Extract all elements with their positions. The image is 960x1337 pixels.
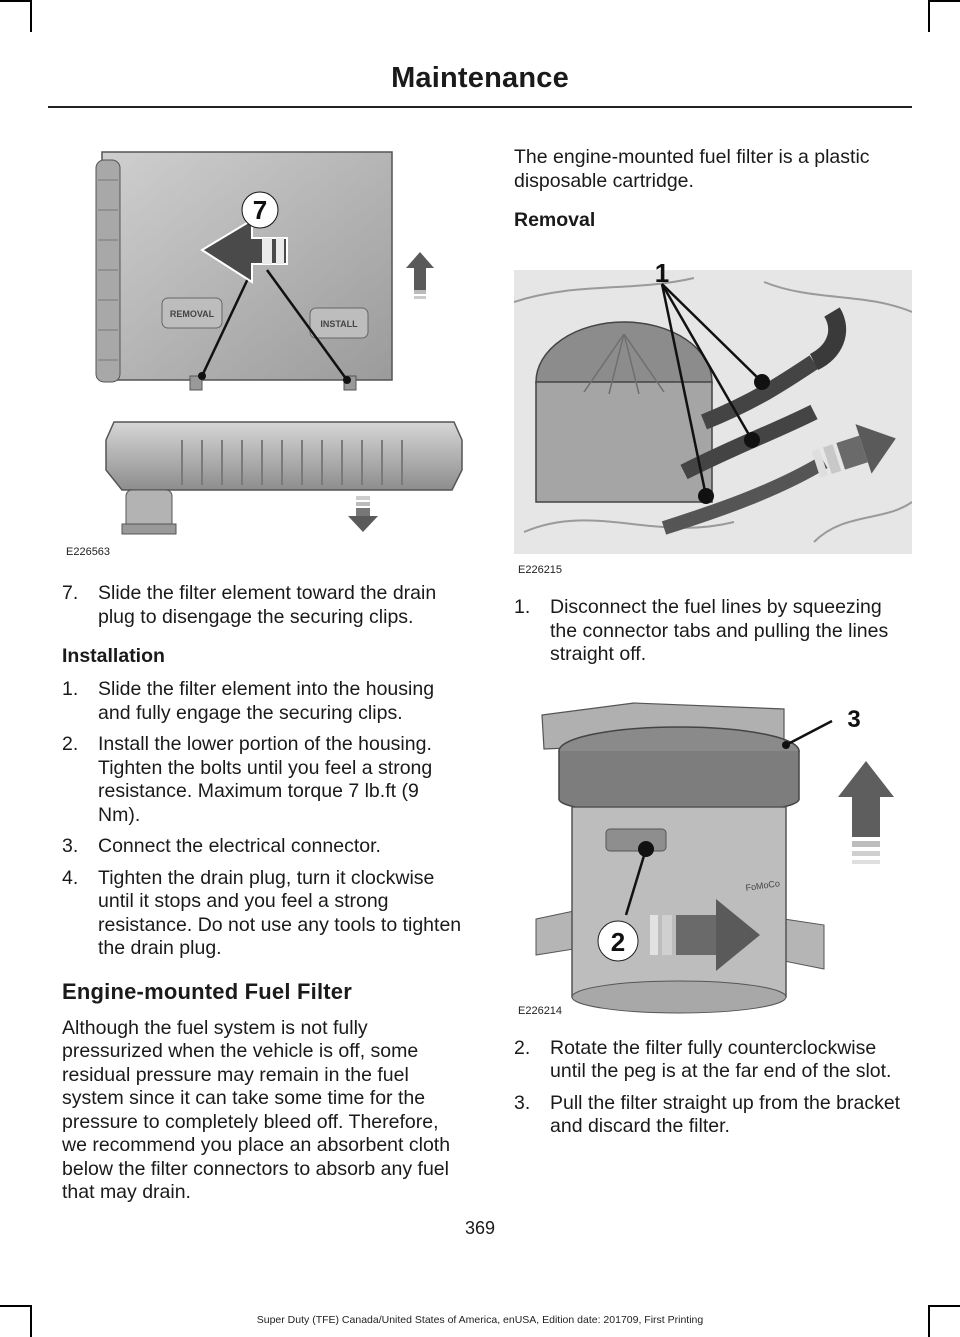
step-number: 1. [514,596,531,618]
callout-3: 3 [847,705,861,733]
filter-rotate-figure [514,679,912,1019]
step-text: Install the lower portion of the housing. Tighten the bolts until you feel a strong resistance. Maximum torque 7 lb.ft (9 Nm). [98,733,433,826]
figure-code: E226563 [66,546,111,558]
filter-housing-illustration [62,140,474,560]
filter-rotate-illustration [514,679,912,1019]
section-heading: Engine-mounted Fuel Filter [62,978,352,1004]
crop-mark [928,0,960,2]
list-item [62,678,462,725]
crop-mark [0,0,32,2]
step-text: Connect the electrical connector. [98,835,381,857]
step-text: Slide the filter element into the housing and fully engage the securing clips. [98,678,435,724]
step-number: 2. [62,733,79,755]
step-text: Slide the filter element toward the drain plug to disengage the securing clips. [98,582,437,628]
callout-1: 1 [654,258,670,288]
callout-7: 7 [252,195,268,225]
installation-steps [62,678,462,961]
figure-code: E226214 [518,1004,563,1017]
step-number: 3. [514,1091,531,1114]
install-label: INSTALL [320,319,358,329]
callout-2: 2 [610,926,626,957]
left-column [62,140,462,1205]
right-column [514,140,914,1147]
figure-code: E226215 [518,564,563,576]
step-number: 7. [62,582,79,604]
fuel-lines-illustration [514,242,912,578]
filter-housing-figure [62,140,474,560]
list-item [62,733,462,827]
step-text: Tighten the drain plug, turn it clockwise until it stops and you feel a strong resistance. Do not use any tools to tighten the drain plug. [98,866,462,959]
list-item [62,835,462,859]
header-divider [48,106,912,108]
footer-text: Super Duty (TFE) Canada/United States of America, enUSA, Edition date: 201709, First Printing [256,1314,704,1326]
step-number: 4. [62,866,79,889]
list-item [62,867,462,961]
fomoco-label: FoMoCo [744,877,781,893]
crop-mark [30,0,32,32]
list-item [514,1037,914,1084]
removal-label: REMOVAL [169,309,215,319]
step-number: 1. [62,678,79,700]
step-text: Disconnect the fuel lines by squeezing the connector tabs and pulling the lines straight off. [550,596,889,665]
intro-paragraph: The engine-mounted fuel filter is a plastic disposable cartridge. [514,146,870,192]
removal-steps [514,1037,914,1139]
step-number: 3. [62,835,79,857]
list-item [62,582,462,629]
section-paragraph: Although the fuel system is not fully pressurized when the vehicle is off, some residual pressure may remain in the fuel system since it can take some time for the pressure to completely bleed off. Therefore, we recommend you place an absorbent cloth below the filter connectors to absorb any fuel that may drain. [62,1016,451,1203]
step-text: Rotate the filter fully counterclockwise until the peg is at the far end of the slot. [550,1036,892,1082]
installation-heading: Installation [62,645,165,667]
step-text: Pull the filter straight up from the bracket and discard the filter. [550,1091,901,1137]
removal-heading: Removal [514,209,596,231]
list-item [514,596,914,667]
page-number: 369 [464,1218,496,1238]
list-item [514,1092,914,1139]
crop-mark [0,1305,32,1307]
fuel-lines-figure [514,242,912,578]
page-title: Maintenance [391,62,569,94]
crop-mark [928,0,930,32]
crop-mark [928,1305,960,1307]
step-number: 2. [514,1036,531,1059]
